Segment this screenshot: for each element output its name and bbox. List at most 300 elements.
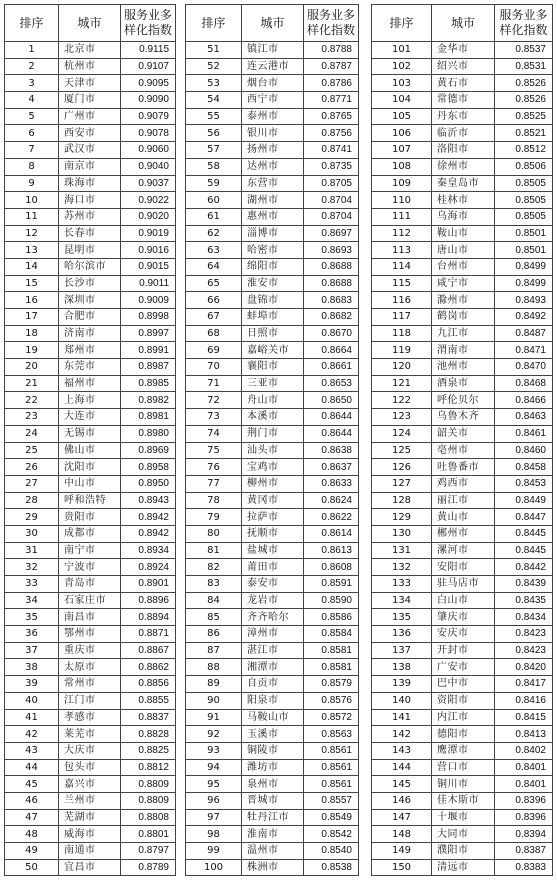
index-cell: 0.9095 <box>121 75 176 92</box>
city-cell: 洛阳市 <box>432 142 495 159</box>
city-cell: 德阳市 <box>432 726 495 743</box>
index-cell: 0.8980 <box>121 425 176 442</box>
index-cell: 0.8420 <box>495 659 553 676</box>
index-cell: 0.8402 <box>495 742 553 759</box>
index-cell: 0.8828 <box>121 726 176 743</box>
city-cell: 包头市 <box>59 759 121 776</box>
rank-cell: 54 <box>186 92 242 109</box>
table-row <box>186 492 359 509</box>
index-cell: 0.8765 <box>304 108 359 125</box>
table-row <box>372 442 553 459</box>
table-row <box>372 592 553 609</box>
city-cell: 秦皇岛市 <box>432 175 495 192</box>
rank-cell: 104 <box>372 92 432 109</box>
index-cell: 0.8581 <box>304 642 359 659</box>
index-cell: 0.8549 <box>304 809 359 826</box>
table-row <box>5 626 176 643</box>
index-cell: 0.8396 <box>495 792 553 809</box>
index-cell: 0.8688 <box>304 275 359 292</box>
index-cell: 0.8591 <box>304 576 359 593</box>
table-row <box>5 592 176 609</box>
rank-cell: 69 <box>186 342 242 359</box>
city-cell: 漯河市 <box>432 542 495 559</box>
table-row <box>5 442 176 459</box>
table-row <box>372 225 553 242</box>
table-row <box>372 776 553 793</box>
table-row <box>186 409 359 426</box>
city-cell: 黄冈市 <box>242 492 304 509</box>
rank-cell: 109 <box>372 175 432 192</box>
city-cell: 酒泉市 <box>432 375 495 392</box>
index-cell: 0.8812 <box>121 759 176 776</box>
city-cell: 中山市 <box>59 475 121 492</box>
index-cell: 0.8862 <box>121 659 176 676</box>
city-cell: 厦门市 <box>59 92 121 109</box>
index-cell: 0.8735 <box>304 158 359 175</box>
table-row <box>5 342 176 359</box>
city-header: 城市 <box>432 5 495 42</box>
rank-cell: 7 <box>5 142 59 159</box>
table-row <box>5 58 176 75</box>
rank-cell: 116 <box>372 292 432 309</box>
index-cell: 0.8581 <box>304 659 359 676</box>
rank-cell: 68 <box>186 325 242 342</box>
index-cell: 0.9016 <box>121 242 176 259</box>
city-cell: 嘉兴市 <box>59 776 121 793</box>
table-row <box>372 242 553 259</box>
city-cell: 长春市 <box>59 225 121 242</box>
table-row <box>186 92 359 109</box>
rank-cell: 57 <box>186 142 242 159</box>
rank-cell: 34 <box>5 592 59 609</box>
city-cell: 肇庆市 <box>432 609 495 626</box>
table-row <box>372 92 553 109</box>
table-row <box>186 359 359 376</box>
table-row <box>5 559 176 576</box>
table-row <box>186 125 359 142</box>
index-cell: 0.8644 <box>304 409 359 426</box>
rank-cell: 17 <box>5 309 59 326</box>
table-row <box>372 525 553 542</box>
table-row <box>186 576 359 593</box>
table-row <box>5 525 176 542</box>
table-row <box>372 792 553 809</box>
city-cell: 石家庄市 <box>59 592 121 609</box>
table-row <box>5 225 176 242</box>
rank-cell: 32 <box>5 559 59 576</box>
table-row <box>372 475 553 492</box>
table-row <box>186 142 359 159</box>
ranking-table-2 <box>185 4 359 876</box>
table-row <box>372 325 553 342</box>
city-cell: 盐城市 <box>242 542 304 559</box>
table-row <box>372 509 553 526</box>
index-cell: 0.9040 <box>121 158 176 175</box>
table-row <box>372 809 553 826</box>
rank-cell: 45 <box>5 776 59 793</box>
city-cell: 马鞍山市 <box>242 709 304 726</box>
table-row <box>186 242 359 259</box>
city-cell: 拉萨市 <box>242 509 304 526</box>
table-row <box>372 275 553 292</box>
table-row <box>186 525 359 542</box>
city-header: 城市 <box>59 5 121 42</box>
city-cell: 牡丹江市 <box>242 809 304 826</box>
table-row <box>5 459 176 476</box>
table-row <box>186 258 359 275</box>
city-cell: 惠州市 <box>242 208 304 225</box>
index-cell: 0.8786 <box>304 75 359 92</box>
rank-cell: 138 <box>372 659 432 676</box>
table-row <box>5 742 176 759</box>
city-cell: 合肥市 <box>59 309 121 326</box>
city-cell: 大连市 <box>59 409 121 426</box>
city-cell: 郴州市 <box>432 525 495 542</box>
city-cell: 九江市 <box>432 325 495 342</box>
table-row <box>372 392 553 409</box>
index-cell: 0.8540 <box>304 843 359 860</box>
index-cell: 0.8468 <box>495 375 553 392</box>
index-cell: 0.8856 <box>121 676 176 693</box>
table-row <box>372 292 553 309</box>
city-cell: 佛山市 <box>59 442 121 459</box>
index-cell: 0.8512 <box>495 142 553 159</box>
table-row <box>186 325 359 342</box>
table-body <box>186 42 359 876</box>
rank-cell: 118 <box>372 325 432 342</box>
city-cell: 昆明市 <box>59 242 121 259</box>
rank-cell: 23 <box>5 409 59 426</box>
city-cell: 呼伦贝尔 <box>432 392 495 409</box>
index-cell: 0.8637 <box>304 459 359 476</box>
rank-cell: 49 <box>5 843 59 860</box>
table-row <box>372 425 553 442</box>
index-cell: 0.9011 <box>121 275 176 292</box>
rank-cell: 2 <box>5 58 59 75</box>
city-cell: 池州市 <box>432 359 495 376</box>
city-cell: 吐鲁番市 <box>432 459 495 476</box>
table-row <box>186 225 359 242</box>
table-row <box>372 142 553 159</box>
table-row <box>5 542 176 559</box>
rank-cell: 96 <box>186 792 242 809</box>
index-cell: 0.8894 <box>121 609 176 626</box>
city-cell: 巴中市 <box>432 676 495 693</box>
table-row <box>5 475 176 492</box>
city-cell: 东营市 <box>242 175 304 192</box>
city-cell: 柳州市 <box>242 475 304 492</box>
table-row <box>372 192 553 209</box>
city-cell: 南通市 <box>59 843 121 860</box>
index-cell: 0.8413 <box>495 726 553 743</box>
city-cell: 淮安市 <box>242 275 304 292</box>
table-row <box>372 843 553 860</box>
rank-cell: 20 <box>5 359 59 376</box>
table-row <box>186 292 359 309</box>
table-row <box>5 258 176 275</box>
rank-cell: 21 <box>5 375 59 392</box>
city-cell: 广安市 <box>432 659 495 676</box>
city-cell: 唐山市 <box>432 242 495 259</box>
rank-cell: 108 <box>372 158 432 175</box>
index-cell: 0.8506 <box>495 158 553 175</box>
index-cell: 0.8644 <box>304 425 359 442</box>
table-row <box>186 843 359 860</box>
city-cell: 湖州市 <box>242 192 304 209</box>
table-header-row <box>186 5 359 42</box>
index-cell: 0.8633 <box>304 475 359 492</box>
index-header: 服务业多样化指数 <box>495 5 553 42</box>
table-row <box>5 792 176 809</box>
city-cell: 达州市 <box>242 158 304 175</box>
table-row <box>5 108 176 125</box>
table-row <box>372 175 553 192</box>
rank-cell: 121 <box>372 375 432 392</box>
index-cell: 0.8561 <box>304 742 359 759</box>
table-row <box>186 192 359 209</box>
table-row <box>186 709 359 726</box>
rank-cell: 83 <box>186 576 242 593</box>
rank-cell: 26 <box>5 459 59 476</box>
index-cell: 0.8538 <box>304 859 359 876</box>
table-row <box>5 726 176 743</box>
rank-cell: 98 <box>186 826 242 843</box>
city-cell: 淮南市 <box>242 826 304 843</box>
table-row <box>5 375 176 392</box>
index-cell: 0.8683 <box>304 292 359 309</box>
city-cell: 丹东市 <box>432 108 495 125</box>
index-cell: 0.8561 <box>304 776 359 793</box>
index-cell: 0.8434 <box>495 609 553 626</box>
index-cell: 0.8387 <box>495 843 553 860</box>
index-cell: 0.8998 <box>121 309 176 326</box>
table-row <box>5 158 176 175</box>
rank-cell: 142 <box>372 726 432 743</box>
index-cell: 0.8383 <box>495 859 553 876</box>
rank-cell: 133 <box>372 576 432 593</box>
city-cell: 湛江市 <box>242 642 304 659</box>
index-header: 服务业多样化指数 <box>121 5 176 42</box>
city-cell: 鞍山市 <box>432 225 495 242</box>
city-cell: 驻马店市 <box>432 576 495 593</box>
city-cell: 宝鸡市 <box>242 459 304 476</box>
rank-cell: 132 <box>372 559 432 576</box>
table-row <box>186 175 359 192</box>
index-cell: 0.8505 <box>495 175 553 192</box>
index-cell: 0.8493 <box>495 292 553 309</box>
city-cell: 扬州市 <box>242 142 304 159</box>
city-cell: 安庆市 <box>432 626 495 643</box>
rank-cell: 100 <box>186 859 242 876</box>
rank-cell: 81 <box>186 542 242 559</box>
table-row <box>186 392 359 409</box>
table-row <box>372 742 553 759</box>
city-cell: 常德市 <box>432 92 495 109</box>
index-cell: 0.9060 <box>121 142 176 159</box>
table-row <box>186 759 359 776</box>
index-cell: 0.8466 <box>495 392 553 409</box>
city-cell: 濮阳市 <box>432 843 495 860</box>
table-row <box>372 158 553 175</box>
index-cell: 0.8987 <box>121 359 176 376</box>
table-row <box>5 425 176 442</box>
table-row <box>5 208 176 225</box>
rank-cell: 77 <box>186 475 242 492</box>
table-row <box>5 242 176 259</box>
rank-header: 排序 <box>5 5 59 42</box>
index-cell: 0.8576 <box>304 692 359 709</box>
rank-cell: 40 <box>5 692 59 709</box>
table-row <box>5 192 176 209</box>
index-cell: 0.8557 <box>304 792 359 809</box>
index-cell: 0.8958 <box>121 459 176 476</box>
rank-cell: 74 <box>186 425 242 442</box>
table-row <box>186 108 359 125</box>
index-cell: 0.8855 <box>121 692 176 709</box>
city-cell: 大同市 <box>432 826 495 843</box>
city-cell: 舟山市 <box>242 392 304 409</box>
table-row <box>186 559 359 576</box>
index-cell: 0.8871 <box>121 626 176 643</box>
rank-cell: 29 <box>5 509 59 526</box>
city-cell: 鹰潭市 <box>432 742 495 759</box>
table-row <box>186 75 359 92</box>
index-cell: 0.8470 <box>495 359 553 376</box>
rank-cell: 117 <box>372 309 432 326</box>
index-cell: 0.8423 <box>495 626 553 643</box>
table-row <box>186 609 359 626</box>
rank-cell: 143 <box>372 742 432 759</box>
ranking-table-3 <box>371 4 553 876</box>
rank-cell: 134 <box>372 592 432 609</box>
table-row <box>372 58 553 75</box>
table-row <box>186 208 359 225</box>
city-cell: 宜昌市 <box>59 859 121 876</box>
index-cell: 0.8688 <box>304 258 359 275</box>
rank-cell: 38 <box>5 659 59 676</box>
city-cell: 宁波市 <box>59 559 121 576</box>
table-row <box>372 692 553 709</box>
city-cell: 济南市 <box>59 325 121 342</box>
rank-cell: 55 <box>186 108 242 125</box>
table-row <box>186 275 359 292</box>
table-row <box>186 342 359 359</box>
rank-cell: 3 <box>5 75 59 92</box>
table-row <box>5 359 176 376</box>
table-row <box>5 576 176 593</box>
rank-cell: 120 <box>372 359 432 376</box>
city-cell: 烟台市 <box>242 75 304 92</box>
index-cell: 0.8423 <box>495 642 553 659</box>
rank-cell: 47 <box>5 809 59 826</box>
index-cell: 0.8756 <box>304 125 359 142</box>
index-cell: 0.8499 <box>495 258 553 275</box>
rank-cell: 50 <box>5 859 59 876</box>
index-cell: 0.8526 <box>495 75 553 92</box>
index-cell: 0.9020 <box>121 208 176 225</box>
table-row <box>5 125 176 142</box>
city-cell: 开封市 <box>432 642 495 659</box>
city-cell: 鹤岗市 <box>432 309 495 326</box>
city-cell: 漳州市 <box>242 626 304 643</box>
rank-cell: 60 <box>186 192 242 209</box>
rank-cell: 127 <box>372 475 432 492</box>
rank-cell: 147 <box>372 809 432 826</box>
table-row <box>186 542 359 559</box>
index-cell: 0.8809 <box>121 792 176 809</box>
index-cell: 0.8563 <box>304 726 359 743</box>
rank-cell: 37 <box>5 642 59 659</box>
table-row <box>5 309 176 326</box>
rank-cell: 91 <box>186 709 242 726</box>
table-row <box>5 709 176 726</box>
city-cell: 太原市 <box>59 659 121 676</box>
city-cell: 自贡市 <box>242 676 304 693</box>
rank-cell: 9 <box>5 175 59 192</box>
index-cell: 0.8608 <box>304 559 359 576</box>
city-cell: 青岛市 <box>59 576 121 593</box>
index-cell: 0.8531 <box>495 58 553 75</box>
index-cell: 0.8943 <box>121 492 176 509</box>
table-row <box>186 442 359 459</box>
index-cell: 0.8809 <box>121 776 176 793</box>
city-cell: 铜川市 <box>432 776 495 793</box>
city-cell: 临沂市 <box>432 125 495 142</box>
table-row <box>5 42 176 59</box>
rank-cell: 140 <box>372 692 432 709</box>
rank-cell: 30 <box>5 525 59 542</box>
table-row <box>5 292 176 309</box>
index-cell: 0.8837 <box>121 709 176 726</box>
rank-cell: 6 <box>5 125 59 142</box>
rank-cell: 115 <box>372 275 432 292</box>
city-cell: 常州市 <box>59 676 121 693</box>
index-cell: 0.8789 <box>121 859 176 876</box>
index-cell: 0.8624 <box>304 492 359 509</box>
rank-cell: 123 <box>372 409 432 426</box>
index-cell: 0.9079 <box>121 108 176 125</box>
rank-cell: 66 <box>186 292 242 309</box>
city-cell: 丽江市 <box>432 492 495 509</box>
index-cell: 0.8439 <box>495 576 553 593</box>
table-row <box>5 92 176 109</box>
rank-cell: 28 <box>5 492 59 509</box>
index-cell: 0.8638 <box>304 442 359 459</box>
index-cell: 0.8501 <box>495 242 553 259</box>
index-cell: 0.8416 <box>495 692 553 709</box>
rank-cell: 113 <box>372 242 432 259</box>
index-cell: 0.8950 <box>121 475 176 492</box>
city-cell: 天津市 <box>59 75 121 92</box>
city-cell: 佳木斯市 <box>432 792 495 809</box>
index-cell: 0.8682 <box>304 309 359 326</box>
table-row <box>5 776 176 793</box>
rank-cell: 76 <box>186 459 242 476</box>
table-row <box>372 559 553 576</box>
index-cell: 0.8704 <box>304 208 359 225</box>
city-cell: 株洲市 <box>242 859 304 876</box>
rank-cell: 41 <box>5 709 59 726</box>
index-cell: 0.9019 <box>121 225 176 242</box>
table-row <box>5 843 176 860</box>
rank-cell: 144 <box>372 759 432 776</box>
index-cell: 0.8542 <box>304 826 359 843</box>
table-row <box>5 692 176 709</box>
rank-cell: 110 <box>372 192 432 209</box>
index-cell: 0.8808 <box>121 809 176 826</box>
rank-cell: 73 <box>186 409 242 426</box>
city-cell: 鸡西市 <box>432 475 495 492</box>
